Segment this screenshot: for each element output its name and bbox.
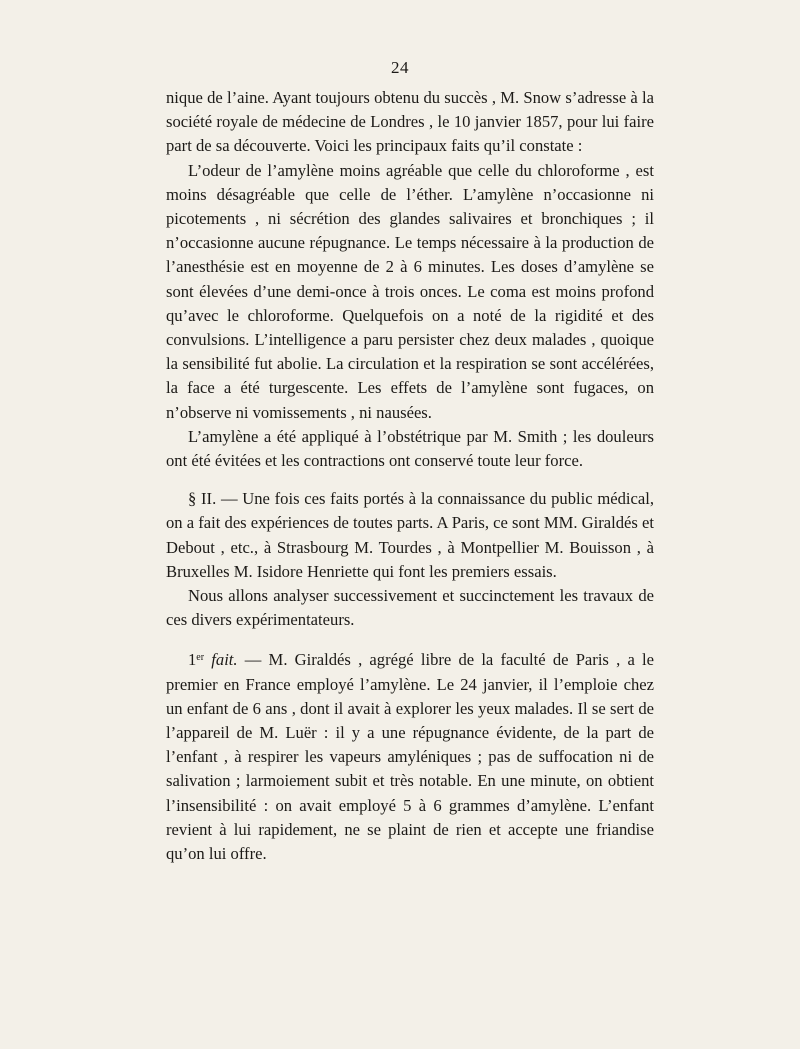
paragraph-section-2: § II. — Une fois ces faits portés à la connaissance du public médical, on a fait des expériences de toutes parts. A Paris, ce sont MM. Giraldés et Debout , etc., à Strasbourg M. Tourdes , à Montpellier M. Bouisson , à Bruxelles M. Isidore Henriette qui font les premiers essais. — [166, 489, 655, 581]
fait-ordinal — [188, 650, 204, 669]
paragraph-1: nique de l’aine. Ayant toujours obtenu du succès , M. Snow s’adresse à la société royale de médecine de Londres , le 10 janvier 1857, pour lui faire part de sa découverte. Voici les principaux faits qu’il constate : — [166, 88, 654, 156]
paragraph-2: L’odeur de l’amylène moins agréable que celle du chloroforme , est moins désagréable que celle de l’éther. L’amylène n’occasionne ni picotements , ni sécrétion des glandes salivaires et bronchiques ; il n’occasionne aucune répugnance. Le temps nécessaire à la production de l’anesthésie est en moyenne de 2 à 6 minutes. Les doses d’amylène se sont élevées d’une demi-once à trois onces. Le coma est moins profond qu’avec le chloroforme. Quelquefois on a noté de la rigidité et des convulsions. L’intelligence a paru persister chez deux malades , quoique la sensibilité fut abolie. La circulation et la respiration se sont accélérées, la face a été turgescente. Les effets de l’amylène sont fugaces, on n’observe ni vomissements , ni nausées. — [166, 160, 654, 422]
body-text — [166, 86, 654, 866]
fait-ordinal-suffix: er — [196, 652, 205, 664]
fait-label: fait. — [211, 650, 238, 670]
paragraph-premier-fait — [166, 646, 654, 866]
page-number: 24 — [391, 58, 409, 77]
fait-ordinal-number: 1 — [188, 650, 197, 670]
fait-text: — M. Giraldés , agrégé libre de la faculté de Paris , a le premier en France employé l’amylène. Le 24 janvier, il l’emploie chez un enfant de 6 ans , dont il avait à explorer les yeux malades. Il se sert de l’appareil de M. Luër : il y a une répugnance évidente, de la part de l’enfant , à respirer les vapeurs amyléniques ; pas de suffocation ni de salivation ; larmoiement subit et très notable. En une minute, on obtient l’insensibilité : on avait employé 5 à 6 grammes d’amylène. L’enfant revient à lui rapidement, ne se plaint de rien et accepte une friandise qu’on lui offre. — [166, 650, 654, 864]
paragraph-3: L’amylène a été appliqué à l’obstétrique par M. Smith ; les douleurs ont été évitées et les contractions ont conservé toute leur force. — [166, 426, 654, 471]
paragraph-5: Nous allons analyser successivement et succinctement les travaux de ces divers expérimentateurs. — [166, 586, 654, 630]
